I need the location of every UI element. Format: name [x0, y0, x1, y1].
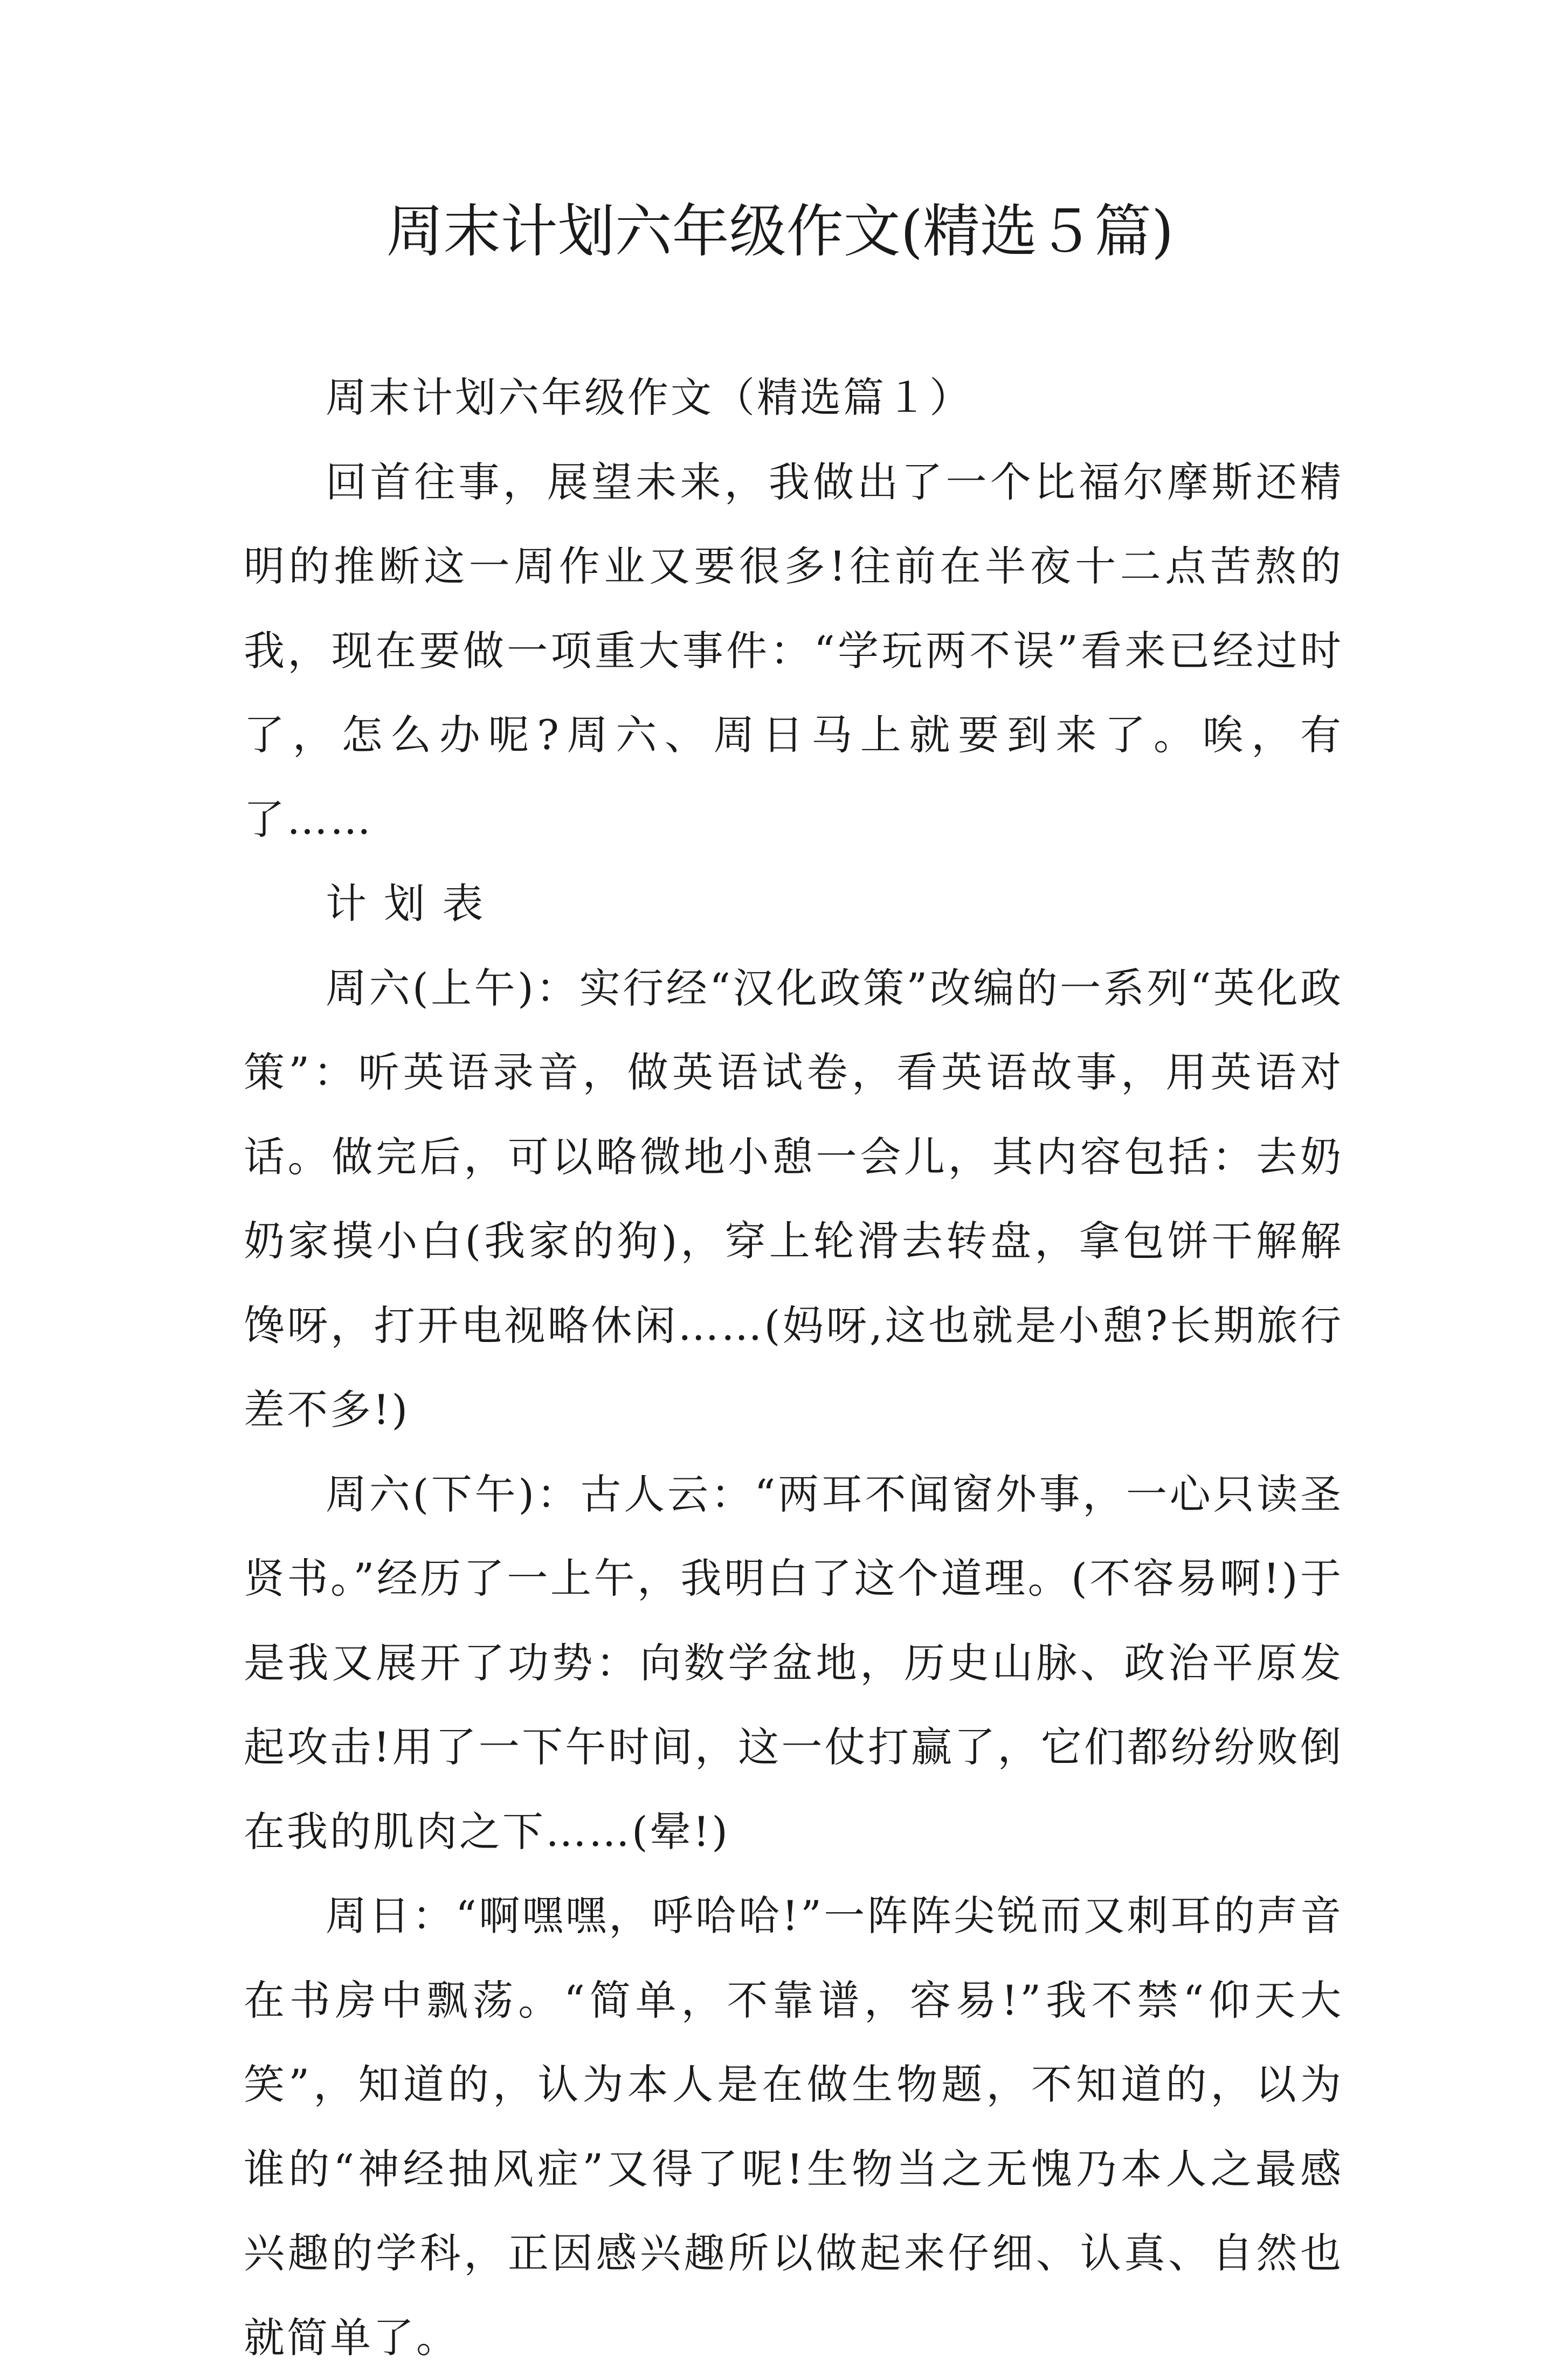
paragraph-saturday-morning: 周六(上午)：实行经“汉化政策”改编的一系列“英化政策”：听英语录音，做英语试卷，看英语故事，用英语对话。做完后，可以略微地小憩一会儿，其内容包括：去奶奶家摸小白(我家的狗)，穿上轮滑去转盘，拿包饼干解解馋呀，打开电视略休闲……(妈呀,这也就是小憩?长期旅行差不多!) [244, 964, 1343, 1434]
document-title: 周末计划六年级作文(精选５篇) [386, 198, 1174, 265]
paragraph-intro: 回首往事，展望未来，我做出了一个比福尔摩斯还精明的推断这一周作业又要很多!往前在半夜十二点苦熬的我，现在要做一项重大事件：“学玩两不误”看来已经过时了，怎么办呢?周六、周日马上就要到来了。唉，有了…… [244, 458, 1343, 843]
essay-subtitle: 周末计划六年级作文（精选篇１） [326, 373, 972, 421]
document-body [244, 356, 1343, 2380]
plan-table-heading: 计 划 表 [326, 880, 486, 928]
paragraph-sunday: 周日：“啊嘿嘿，呼哈哈!”一阵阵尖锐而又刺耳的声音在书房中飘荡。“简单，不靠谱，容易!”我不禁“仰天大笑”，知道的，认为本人是在做生物题，不知道的，以为谁的“神经抽风症”又得了呢!生物当之无愧乃本人之最感兴趣的学科，正因感兴趣所以做起来仔细、认真、自然也就简单了。 [244, 1892, 1343, 2362]
paragraph-saturday-afternoon: 周六(下午)：古人云：“两耳不闻窗外事，一心只读圣贤书。”经历了一上午，我明白了这个道理。(不容易啊!)于是我又展开了功势：向数学盆地，历史山脉、政治平原发起攻击!用了一下午时间，这一仗打赢了，它们都纷纷败倒在我的肌肉之下……(晕!) [244, 1470, 1343, 1856]
